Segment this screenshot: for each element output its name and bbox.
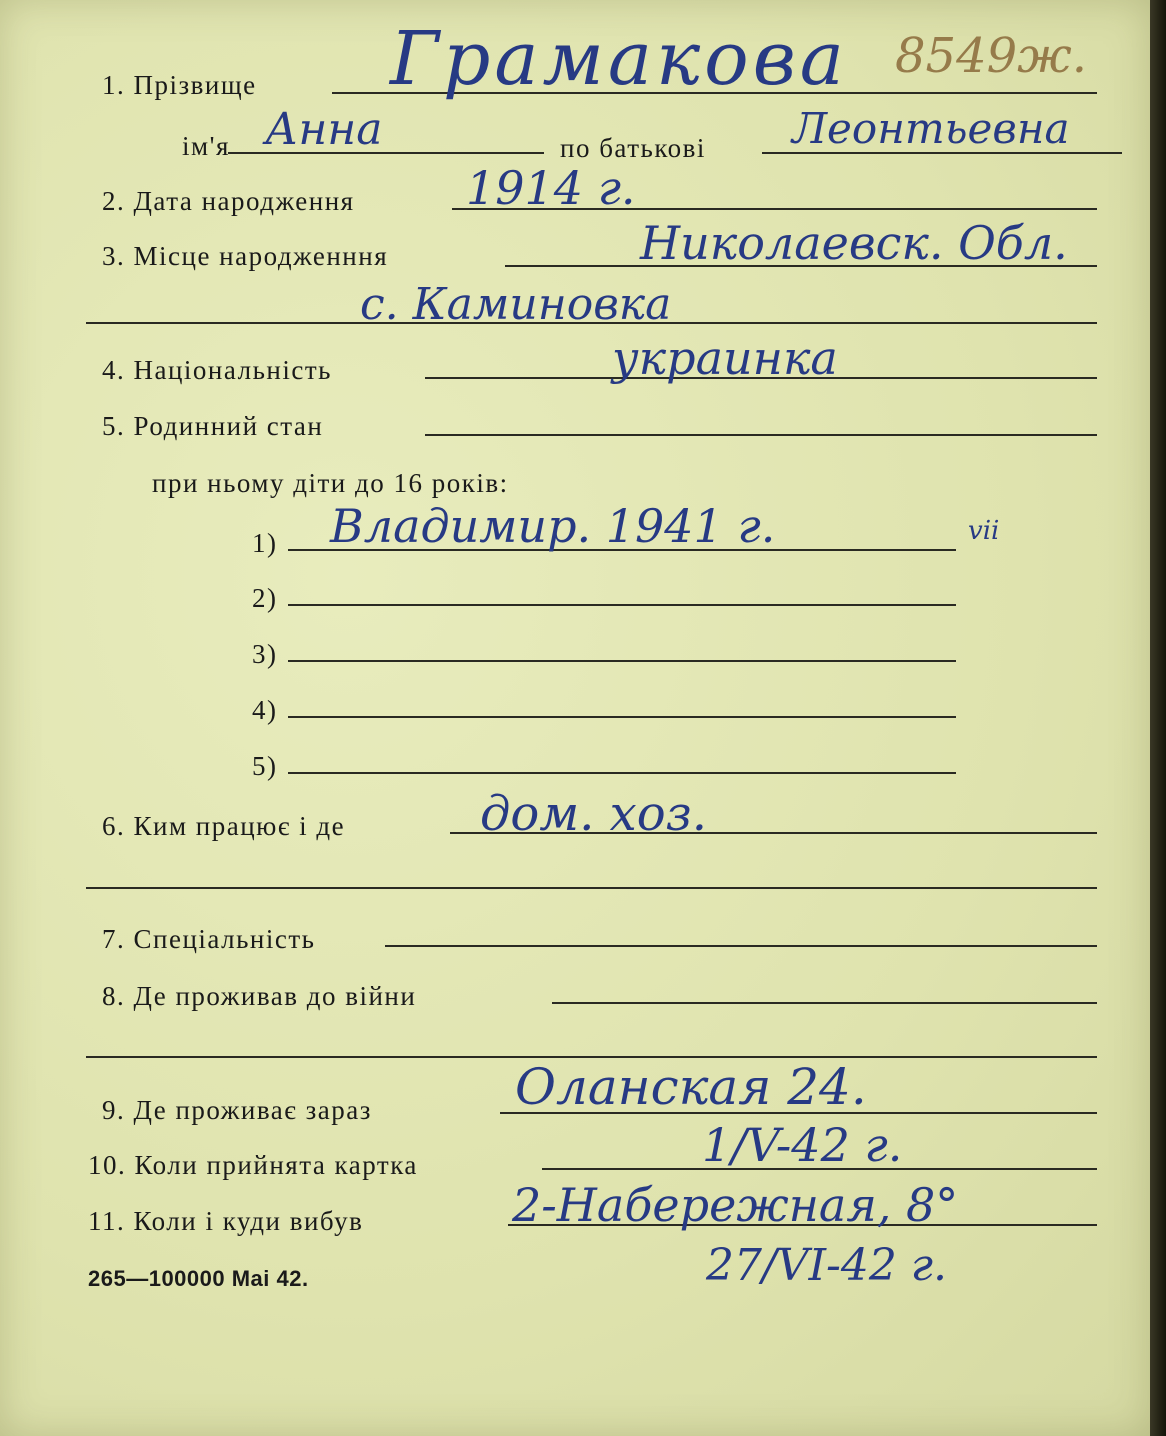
scan-edge <box>1150 0 1166 1436</box>
field-label-specialty: 7. Спеціальність <box>102 924 316 954</box>
line-prewar-residence <box>552 1002 1097 1004</box>
field-label-current-residence: 9. Де проживає зараз <box>102 1095 372 1125</box>
field-label-occupation: 6. Ким працює і де <box>102 811 346 841</box>
line-specialty <box>385 945 1097 947</box>
line-child-2 <box>288 604 956 606</box>
handwritten-child-1: Владимир. 1941 г. <box>330 499 776 553</box>
handwritten-child-1-note: vii <box>968 516 1000 546</box>
field-label-birth-date: 2. Дата народження <box>102 186 355 216</box>
children-heading: при ньому діти до 16 років: <box>152 468 509 498</box>
field-label-nationality: 4. Національність <box>102 355 332 385</box>
handwritten-card-number: 8549ж. <box>895 28 1087 84</box>
handwritten-departed-1: 2-Набережная, 8° <box>512 1178 959 1232</box>
handwritten-occupation: дом. хоз. <box>480 786 708 842</box>
child-label-3: 3) <box>252 639 278 669</box>
field-label-departed: 11. Коли і куди вибув <box>88 1206 364 1236</box>
child-label-1: 1) <box>252 528 278 558</box>
line-family-status <box>425 434 1097 436</box>
field-label-birth-place: 3. Місце народженння <box>102 241 389 271</box>
handwritten-first-name: Анна <box>265 104 383 155</box>
field-label-prewar-residence: 8. Де проживав до війни <box>102 981 417 1011</box>
field-label-card-accepted: 10. Коли прийнята картка <box>88 1150 418 1180</box>
handwritten-departed-2: 27/VI-42 г. <box>706 1240 948 1291</box>
line-occupation-2 <box>86 887 1097 889</box>
handwritten-nationality: украинка <box>612 331 838 385</box>
handwritten-current-residence: Оланская 24. <box>515 1058 867 1116</box>
handwritten-birth-date: 1914 г. <box>466 161 636 215</box>
field-label-family-status: 5. Родинний стан <box>102 411 324 441</box>
handwritten-birth-place-1: Николаевск. Обл. <box>640 216 1068 270</box>
handwritten-card-accepted: 1/V-42 г. <box>702 1118 903 1172</box>
handwritten-surname: Грамакова <box>390 16 848 102</box>
field-label-surname: 1. Прізвище <box>102 70 257 100</box>
field-label-first-name: ім'я <box>182 131 230 161</box>
handwritten-patronymic: Леонтьевна <box>792 104 1070 153</box>
field-label-patronymic: по батькові <box>560 133 706 163</box>
child-label-5: 5) <box>252 751 278 781</box>
line-child-3 <box>288 660 956 662</box>
line-child-5 <box>288 772 956 774</box>
print-code: 265—100000 Mai 42. <box>88 1266 309 1291</box>
handwritten-birth-place-2: с. Каминовка <box>360 279 672 330</box>
line-child-4 <box>288 716 956 718</box>
child-label-4: 4) <box>252 695 278 725</box>
child-label-2: 2) <box>252 583 278 613</box>
